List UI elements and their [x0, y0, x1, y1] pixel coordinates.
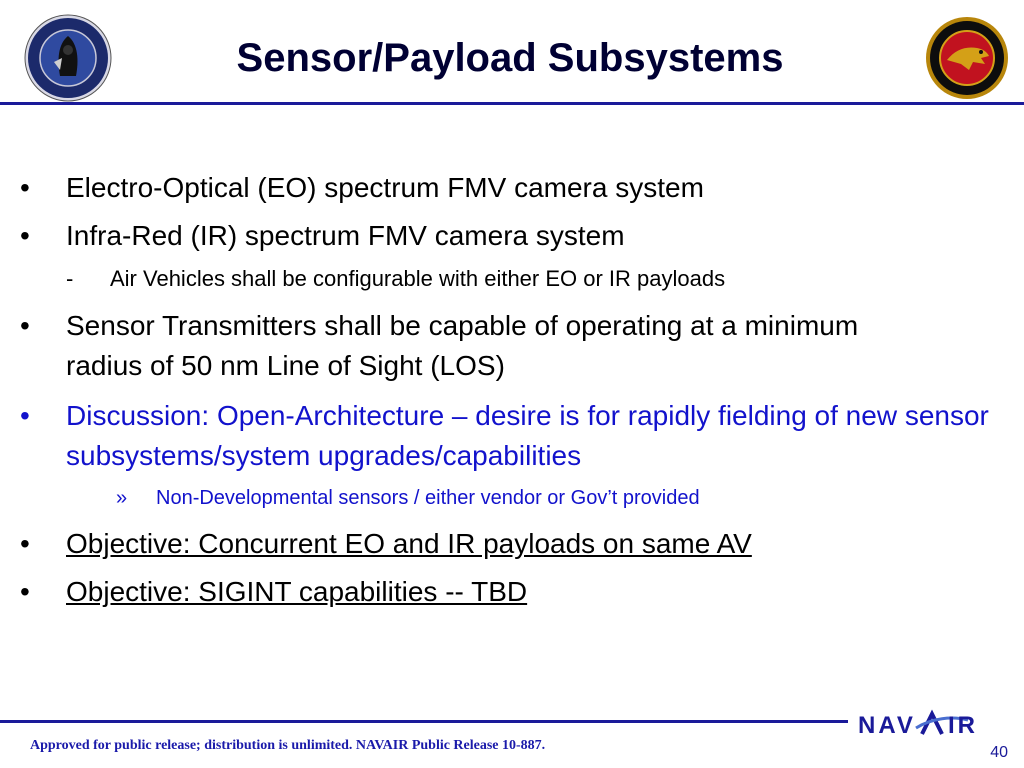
page-number: 40: [990, 744, 1008, 761]
sub-bullet-text: Non-Developmental sensors / either vendor or Gov’t provided: [156, 487, 700, 509]
bullet-marker: •: [20, 310, 30, 341]
bullet-text: Electro-Optical (EO) spectrum FMV camera system: [66, 172, 704, 203]
svg-text:IR: IR: [948, 712, 978, 739]
bullet-text: Sensor Transmitters shall be capable of operating at a minimum radius of 50 nm Line of Sight (LOS): [66, 310, 859, 381]
bullet-marker: •: [20, 528, 30, 559]
bullet-marker: •: [20, 400, 30, 431]
bullet-text: Discussion: Open-Architecture – desire is for rapidly fielding of new sensor subsystems/system upgrades/capabilities: [66, 400, 989, 471]
bullet-text: Objective: SIGINT capabilities -- TBD: [66, 576, 528, 607]
slide-title: Sensor/Payload Subsystems: [236, 36, 784, 80]
bullet-text: Infra-Red (IR) spectrum FMV camera system: [66, 220, 625, 251]
sub-bullet-marker: -: [66, 266, 74, 291]
sub-bullet-text: Air Vehicles shall be configurable with either EO or IR payloads: [110, 266, 726, 291]
svg-text:NAV: NAV: [858, 712, 916, 739]
bullet-text: Objective: Concurrent EO and IR payloads on same AV: [66, 528, 752, 559]
release-statement: Approved for public release; distribution is unlimited. NAVAIR Public Release 10-887.: [30, 738, 546, 753]
footer-divider: [0, 720, 848, 723]
bullet-marker: •: [20, 220, 30, 251]
bullet-marker: •: [20, 172, 30, 203]
sub-bullet-marker: »: [116, 487, 128, 509]
navair-logo: [856, 706, 1016, 742]
bullet-marker: •: [20, 576, 30, 607]
